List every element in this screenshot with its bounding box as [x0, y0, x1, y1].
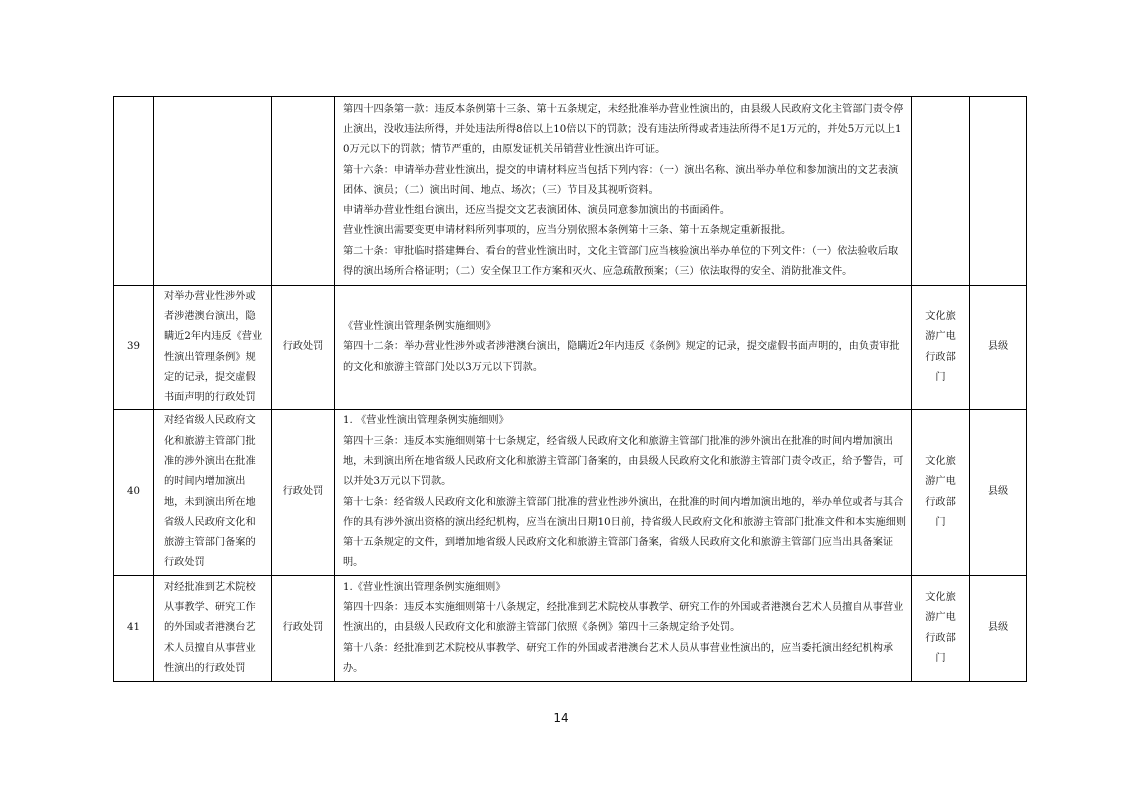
row-level	[970, 97, 1027, 286]
basis-line: 第十八条：经批准到艺术院校从事教学、研究工作的外国或者港澳台艺术人员从事营业性演出的，应当委托演出经纪机构承办。	[343, 642, 894, 674]
row-number: 39	[114, 286, 154, 410]
row-item	[154, 97, 272, 286]
table-row	[114, 97, 1027, 286]
row-department	[912, 97, 970, 286]
page-number: 14	[553, 711, 569, 725]
row-category	[272, 97, 335, 286]
table-row	[114, 576, 1027, 682]
basis-line: 1.《营业性演出管理条例实施细则》	[343, 581, 506, 593]
row-level: 县级	[970, 576, 1027, 682]
penalty-table	[113, 96, 1027, 682]
table-row	[114, 286, 1027, 410]
row-level: 县级	[970, 286, 1027, 410]
row-number: 40	[114, 410, 154, 576]
row-item: 对举办营业性涉外或者涉港澳台演出，隐瞒近2年内违反《营业性演出管理条例》规定的记录，提交虚假书面声明的行政处罚	[154, 286, 272, 410]
row-category: 行政处罚	[272, 576, 335, 682]
basis-line: 1. 《营业性演出管理条例实施细则》	[343, 415, 509, 427]
basis-line: 第四十二条：举办营业性涉外或者涉港澳台演出，隐瞒近2年内违反《条例》规定的记录，提交虚假书面声明的，由负责审批的文化和旅游主管部门处以3万元以下罚款。	[343, 341, 900, 373]
row-category: 行政处罚	[272, 410, 335, 576]
row-level: 县级	[970, 410, 1027, 576]
row-basis	[335, 97, 912, 286]
basis-line: 《营业性演出管理条例实施细则》	[343, 321, 496, 333]
basis-line: 第四十四条：违反本实施细则第十八条规定，经批准到艺术院校从事教学、研究工作的外国或者港澳台艺术人员擅自从事营业性演出的，由县级人民政府文化和旅游主管部门依照《条例》第四十三条规定给予处罚。	[343, 602, 904, 634]
basis-line: 第十六条：申请举办营业性演出，提交的申请材料应当包括下列内容：（一）演出名称、演出举办单位和参加演出的文艺表演团体、演员；（二）演出时间、地点、场次；（三）节目及其视听资料。	[343, 164, 899, 196]
row-department: 文化旅游广电行政部门	[912, 576, 970, 682]
table-row	[114, 410, 1027, 576]
basis-line: 申请举办营业性组台演出，还应当提交文艺表演团体、演员同意参加演出的书面函件。	[343, 205, 731, 217]
basis-line: 第二十条：审批临时搭建舞台、看台的营业性演出时，文化主管部门应当核验演出举办单位的下列文件：（一）依法验收后取得的演出场所合格证明；（二）安全保卫工作方案和灭火、应急疏散预案；（三）依法取得的安全、消防批准文件。	[343, 245, 899, 278]
basis-line: 第四十四条第一款：违反本条例第十三条、第十五条规定，未经批准举办营业性演出的，由县级人民政府文化主管部门责令停止演出，没收违法所得，并处违法所得8倍以上10倍以下的罚款；没有违法所得或者违法所得不足1万元的，并处5万元以上10万元以下的罚款；情节严重的，由原发证机关吊销营业性演出许可证。	[343, 103, 904, 156]
basis-line: 营业性演出需要变更申请材料所列事项的，应当分别依照本条例第十三条、第十五条规定重新报批。	[343, 225, 792, 237]
row-category: 行政处罚	[272, 286, 335, 410]
row-basis	[335, 410, 912, 576]
row-item: 对经批准到艺术院校从事教学、研究工作的外国或者港澳台艺术人员擅自从事营业性演出的行政处罚	[154, 576, 272, 682]
row-number: 41	[114, 576, 154, 682]
row-number	[114, 97, 154, 286]
row-basis	[335, 286, 912, 410]
basis-line: 第十七条：经省级人民政府文化和旅游主管部门批准的营业性涉外演出，在批准的时间内增加演出地的，举办单位或者与其合作的具有涉外演出资格的演出经纪机构，应当在演出日期10日前，持省级人民政府文化和旅游主管部门批准文件和本实施细则第十五条规定的文件，到增加地省级人民政府文化和旅游主管部门备案，省级人民政府文化和旅游主管部门应当出具备案证明。	[343, 496, 907, 569]
row-department: 文化旅游广电行政部门	[912, 410, 970, 576]
row-basis	[335, 576, 912, 682]
row-department: 文化旅游广电行政部门	[912, 286, 970, 410]
row-item: 对经省级人民政府文化和旅游主管部门批准的涉外演出在批准的时间内增加演出地，未到演出所在地省级人民政府文化和旅游主管部门备案的行政处罚	[154, 410, 272, 576]
basis-line: 第四十三条：违反本实施细则第十七条规定，经省级人民政府文化和旅游主管部门批准的涉外演出在批准的时间内增加演出地，未到演出所在地省级人民政府文化和旅游主管部门备案的，由县级人民政府文化和旅游主管部门责令改正，给予警告，可以并处3万元以下罚款。	[343, 435, 904, 488]
